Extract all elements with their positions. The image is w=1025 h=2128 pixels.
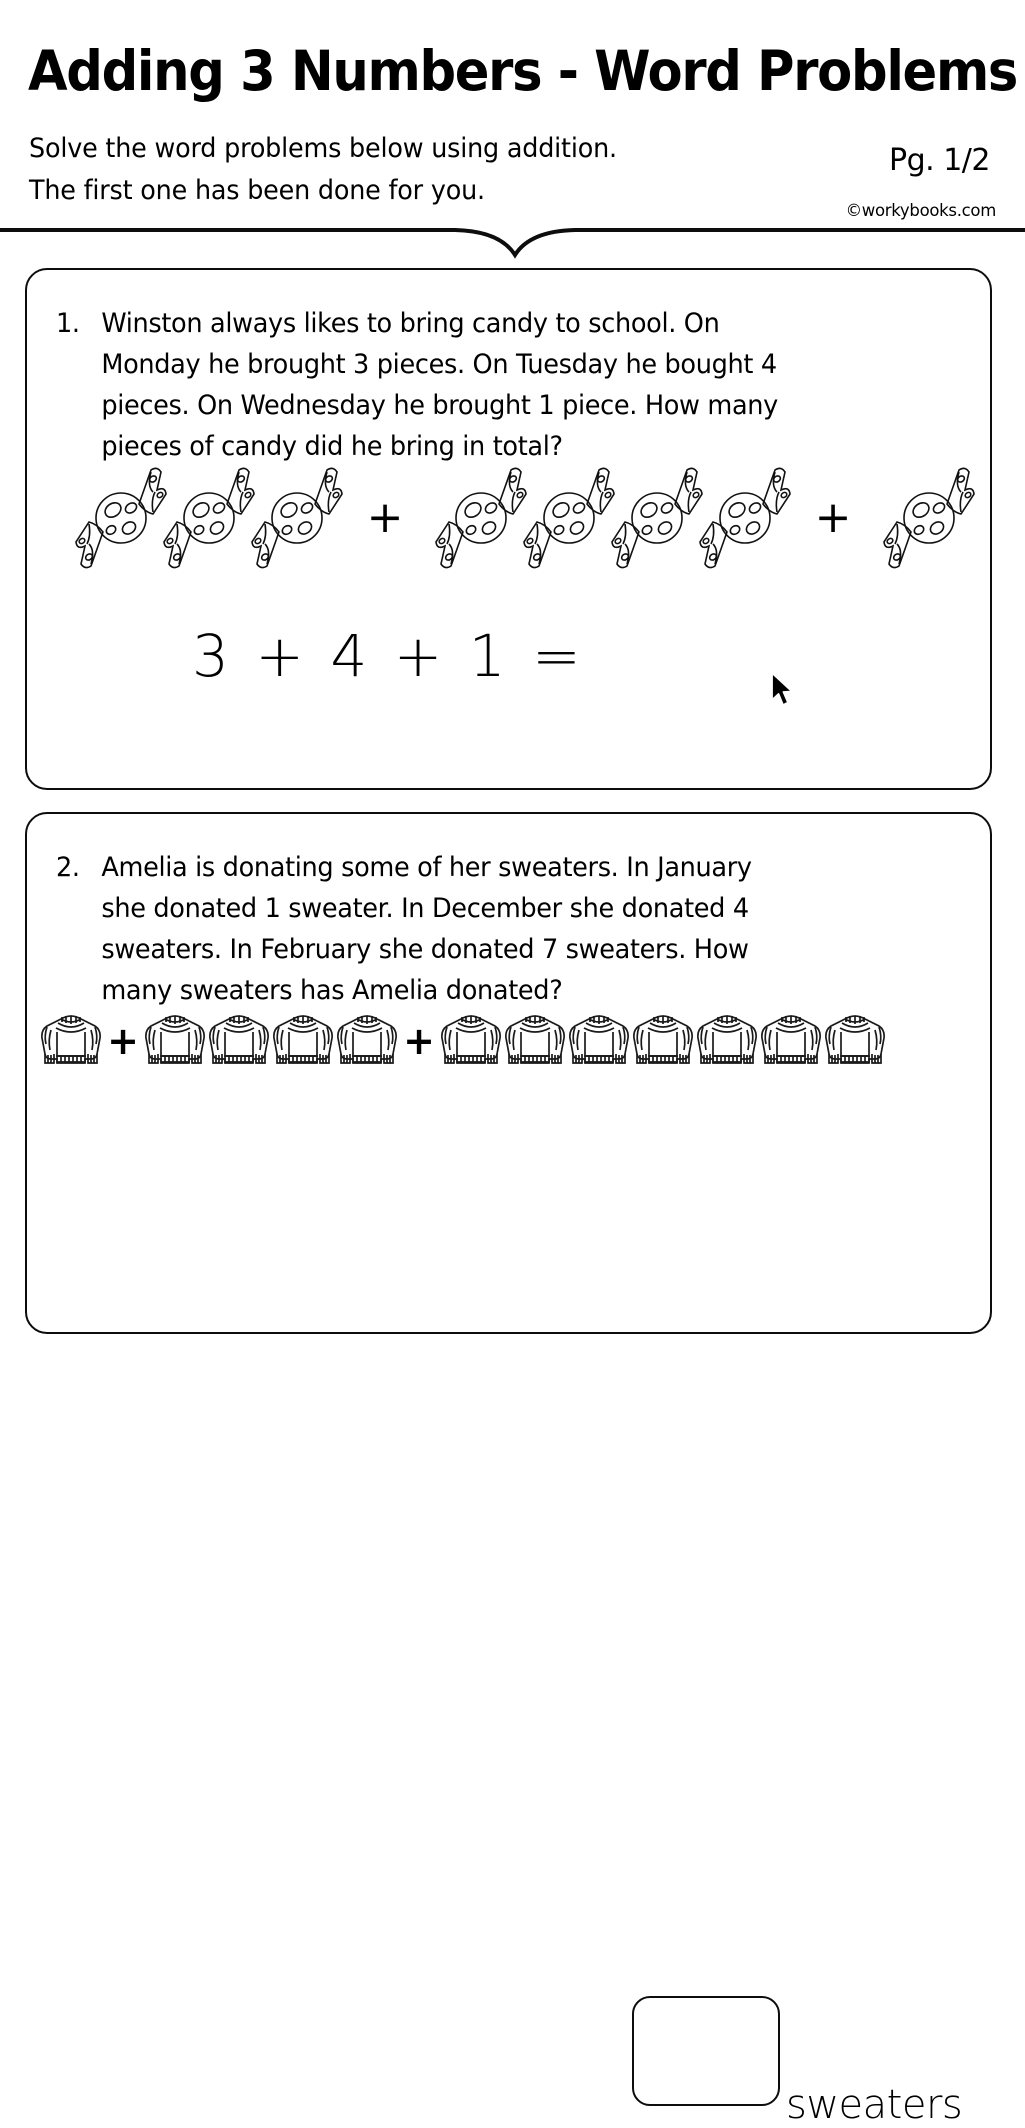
problem-1-object-row (73, 462, 969, 574)
plus-operator: + (403, 1019, 435, 1063)
problem-2-line-1: Amelia is donating some of her sweaters. In January (101, 852, 752, 883)
problem-1-line-2: Monday he brought 3 pieces. On Tuesday he bought 4 (101, 349, 777, 380)
problem-1-equation (192, 622, 585, 690)
candy-icon (161, 462, 257, 574)
problem-1-text (56, 303, 925, 467)
problem-card-1 (25, 268, 992, 790)
problem-1-line-4: pieces of candy did he bring in total? (101, 431, 563, 462)
sweater-icon (695, 1010, 759, 1072)
plus-operator: + (366, 492, 404, 543)
problem-2-line-4: many sweaters has Amelia donated? (101, 975, 563, 1006)
candy-icon (433, 462, 529, 574)
problem-2-text (56, 847, 925, 1011)
sweater-icon (567, 1010, 631, 1072)
sweater-icon (143, 1010, 207, 1072)
plus-operator: + (107, 1019, 139, 1063)
sweater-icon (439, 1010, 503, 1072)
problem-1-number: 1. (56, 308, 80, 339)
candy-group-1 (73, 462, 337, 574)
sweater-icon (823, 1010, 887, 1072)
problem-1-line-3: pieces. On Wednesday he brought 1 piece. How many (101, 390, 778, 421)
candy-icon (521, 462, 617, 574)
problem-2-number: 2. (56, 852, 80, 883)
problem-2-object-row (39, 1010, 887, 1072)
answer-unit-2: sweaters (786, 2082, 963, 2128)
problem-2-line-3: sweaters. In February she donated 7 sweaters. How (101, 934, 749, 965)
worksheet-header (0, 0, 1025, 232)
candy-icon (73, 462, 169, 574)
candy-group-3 (881, 462, 969, 574)
problem-card-2 (25, 812, 992, 2128)
problem-2-line-2: she donated 1 sweater. In December she donated 4 (101, 893, 749, 924)
page-number: Pg. 1/2 (889, 143, 990, 178)
sweater-group-1 (39, 1010, 103, 1072)
problem-1-line-1: Winston always likes to bring candy to school. On (101, 308, 720, 339)
candy-icon (697, 462, 793, 574)
header-divider (0, 216, 1025, 261)
instructions (29, 128, 617, 212)
sweater-icon (207, 1010, 271, 1072)
candy-icon (881, 462, 977, 574)
instruction-line-1: Solve the word problems below using addition. (29, 133, 617, 164)
problem-2-answer-area (632, 1996, 963, 2128)
equation-expression: 3 + 4 + 1 = (192, 622, 585, 690)
sweater-group-3 (439, 1010, 887, 1072)
sweater-icon (271, 1010, 335, 1072)
sweater-icon (759, 1010, 823, 1072)
page-title: Adding 3 Numbers - Word Problems (28, 39, 1018, 103)
candy-group-2 (433, 462, 785, 574)
plus-operator: + (814, 492, 852, 543)
sweater-icon (39, 1010, 103, 1072)
instruction-line-2: The first one has been done for you. (29, 175, 485, 206)
candy-icon (249, 462, 345, 574)
answer-input-box-2[interactable] (632, 1996, 780, 2106)
sweater-icon (503, 1010, 567, 1072)
sweater-icon (335, 1010, 399, 1072)
sweater-icon (631, 1010, 695, 1072)
sweater-group-2 (143, 1010, 399, 1072)
candy-icon (609, 462, 705, 574)
copyright-notice: ©workybooks.com (845, 201, 996, 220)
